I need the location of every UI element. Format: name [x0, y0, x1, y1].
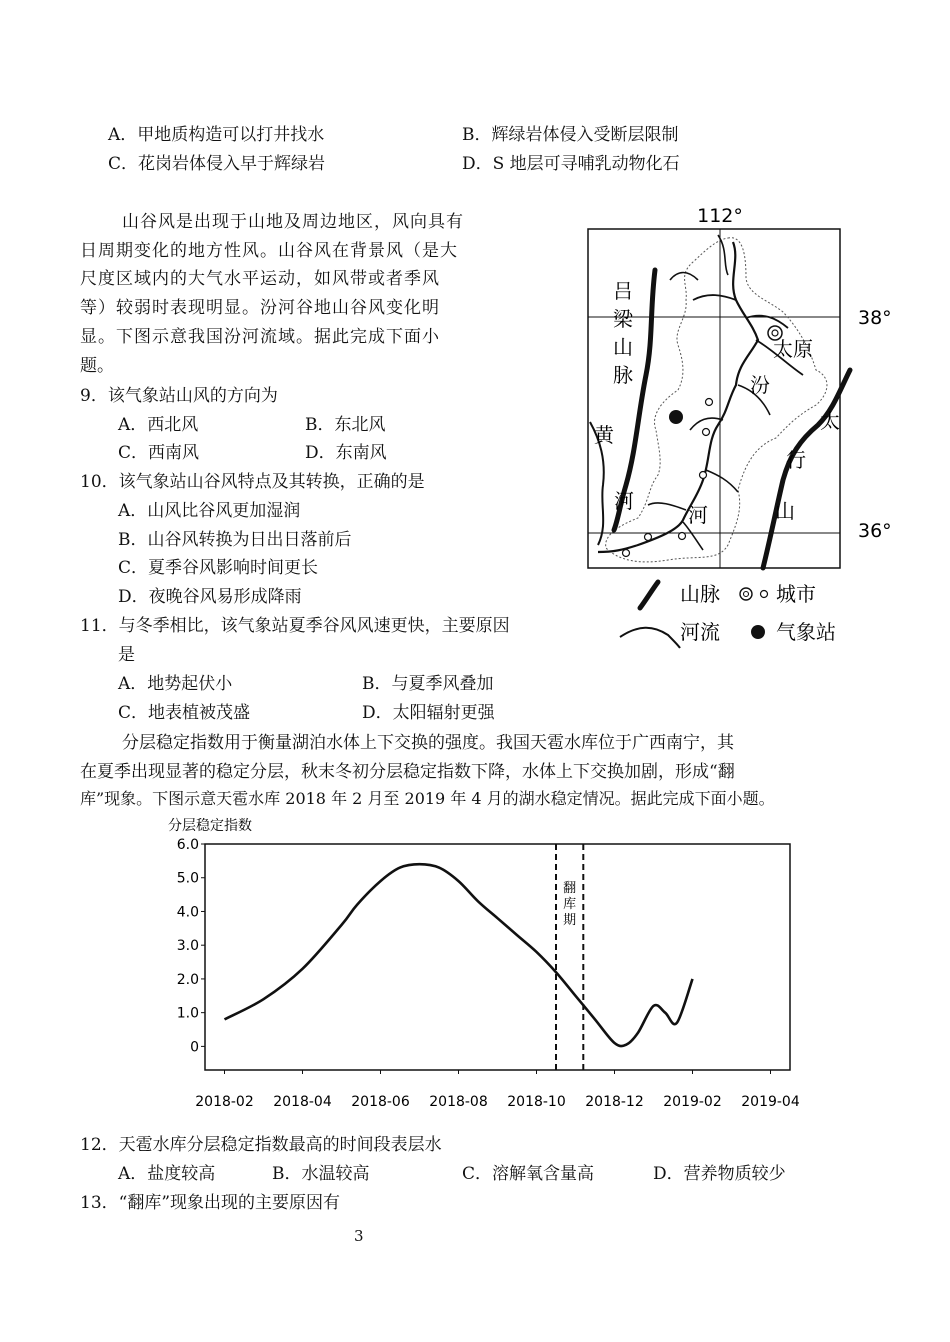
q9-stem: 9．该气象站山风的方向为 — [80, 386, 278, 406]
q8-option-d: D．S 地层可寻哺乳动物化石 — [462, 154, 680, 174]
huang-he-label: 河 — [614, 489, 634, 513]
x-tick-label: 2019-02 — [663, 1094, 722, 1110]
fen-label: 汾 — [750, 373, 770, 397]
y-tick-label: 2.0 — [176, 971, 199, 988]
q10-option-c: C．夏季谷风影响时间更长 — [118, 558, 319, 578]
x-tick-label: 2018-08 — [429, 1094, 488, 1110]
legend-river-label: 河流 — [680, 620, 720, 644]
weather-station-icon — [669, 410, 683, 424]
q8-option-b: B．辉绿岩体侵入受断层限制 — [462, 125, 679, 145]
city-icon — [679, 533, 686, 540]
huang-label: 黄 — [594, 423, 614, 447]
chart-ylabel: 分层稳定指数 — [168, 818, 252, 834]
y-tick-label: 3.0 — [176, 938, 199, 955]
q10-option-a: A．山风比谷风更加湿润 — [118, 501, 301, 521]
legend-station-icon — [751, 625, 765, 639]
q8-option-a: A．甲地质构造可以打井找水 — [108, 125, 325, 145]
legend-city-label: 城市 — [776, 582, 816, 606]
city-icon — [703, 429, 710, 436]
q10-option-b: B．山谷风转换为日出日落前后 — [118, 530, 352, 550]
lvliang-label-4: 脉 — [613, 363, 633, 387]
lvliang-label-3: 山 — [613, 335, 633, 359]
intro-valley-line-6: 题。 — [80, 356, 114, 376]
y-tick-label: 6.0 — [176, 837, 199, 853]
q11-stem: 11．与冬季相比，该气象站夏季谷风风速更快，主要原因 — [80, 616, 510, 636]
turnover-label-char: 期 — [563, 913, 577, 928]
q10-stem: 10．该气象站山谷风特点及其转换，正确的是 — [80, 472, 425, 492]
legend-mountain-icon — [640, 582, 658, 608]
q9-option-d: D．东南风 — [305, 443, 387, 463]
x-tick-label: 2018-04 — [273, 1094, 332, 1110]
intro-valley-line-1: 山谷风是出现于山地及周边地区，风向具有 — [122, 212, 464, 232]
q12-option-a: A．盐度较高 — [118, 1164, 216, 1184]
lvliang-label-2: 梁 — [613, 307, 633, 331]
page-number: 3 — [354, 1227, 364, 1245]
q9-option-b: B．东北风 — [305, 415, 386, 435]
stability-chart — [160, 812, 800, 1117]
city-icon — [645, 534, 652, 541]
fen-he-label: 河 — [688, 503, 708, 527]
lat-bottom-label: 36° — [858, 520, 892, 542]
q12-option-d: D．营养物质较少 — [653, 1164, 786, 1184]
q12-option-c: C．溶解氧含量高 — [462, 1164, 595, 1184]
y-tick-label: 1.0 — [176, 1005, 199, 1022]
city-icon — [623, 550, 630, 557]
turnover-label-char: 翻 — [563, 881, 577, 896]
legend-city-icon — [740, 588, 752, 600]
intro-valley-line-2: 日周期变化的地方性风。山谷风在背景风（是大 — [80, 241, 458, 261]
intro-lake-line-1: 分层稳定指数用于衡量湖泊水体上下交换的强度。我国天雹水库位于广西南宁，其 — [122, 733, 734, 753]
x-tick-label: 2019-04 — [741, 1094, 800, 1110]
city-icon — [706, 399, 713, 406]
q11-option-b: B．与夏季风叠加 — [362, 674, 494, 694]
q9-option-a: A．西北风 — [118, 415, 199, 435]
lon-label: 112° — [697, 205, 743, 227]
intro-valley-line-4: 等）较弱时表现明显。汾河谷地山谷风变化明 — [80, 298, 440, 318]
taihang-label-1: 太 — [820, 409, 840, 433]
x-tick-label: 2018-10 — [507, 1094, 566, 1110]
x-tick-label: 2018-12 — [585, 1094, 644, 1110]
city-icon — [700, 472, 707, 479]
y-tick-label: 5.0 — [176, 870, 199, 887]
x-tick-label: 2018-06 — [351, 1094, 410, 1110]
y-tick-label: 0 — [190, 1039, 199, 1056]
taiyuan-label: 太原 — [773, 337, 813, 361]
intro-lake-line-3: 库”现象。下图示意天雹水库 2018 年 2 月至 2019 年 4 月的湖水稳定情况。据此完成下面小题。 — [80, 789, 775, 808]
q10-option-d: D．夜晚谷风易形成降雨 — [118, 587, 302, 607]
q9-option-c: C．西南风 — [118, 443, 200, 463]
intro-valley-line-5: 显。下图示意我国汾河流域。据此完成下面小 — [80, 327, 440, 347]
intro-valley-line-3: 尺度区域内的大气水平运动，如风带或者季风 — [80, 269, 440, 289]
legend-mountain-label: 山脉 — [680, 582, 720, 606]
intro-lake-line-2: 在夏季出现显著的稳定分层，秋末冬初分层稳定指数下降，水体上下交换加剧，形成“翻 — [80, 762, 735, 782]
q11-stem-cont: 是 — [118, 645, 135, 665]
lat-top-label: 38° — [858, 307, 892, 329]
fen-river-map — [578, 200, 898, 650]
legend-station-label: 气象站 — [776, 620, 836, 644]
q8-option-c: C．花岗岩体侵入早于辉绿岩 — [108, 154, 326, 174]
legend-river-icon — [620, 628, 680, 648]
x-tick-label: 2018-02 — [195, 1094, 254, 1110]
q13-stem: 13．“翻库”现象出现的主要原因有 — [80, 1193, 341, 1213]
taihang-label-2: 行 — [786, 448, 806, 472]
lvliang-label-1: 吕 — [613, 279, 633, 303]
y-tick-label: 4.0 — [176, 904, 199, 921]
turnover-label-char: 库 — [563, 897, 577, 912]
taihang-mountains — [763, 370, 850, 568]
q12-stem: 12．天雹水库分层稳定指数最高的时间段表层水 — [80, 1135, 442, 1155]
q11-option-a: A．地势起伏小 — [118, 674, 233, 694]
q11-option-d: D．太阳辐射更强 — [362, 703, 495, 723]
q11-option-c: C．地表植被茂盛 — [118, 703, 251, 723]
taihang-label-3: 山 — [775, 499, 795, 523]
plot-frame — [205, 844, 790, 1070]
q12-option-b: B．水温较高 — [272, 1164, 370, 1184]
stability-index-line — [225, 864, 693, 1046]
